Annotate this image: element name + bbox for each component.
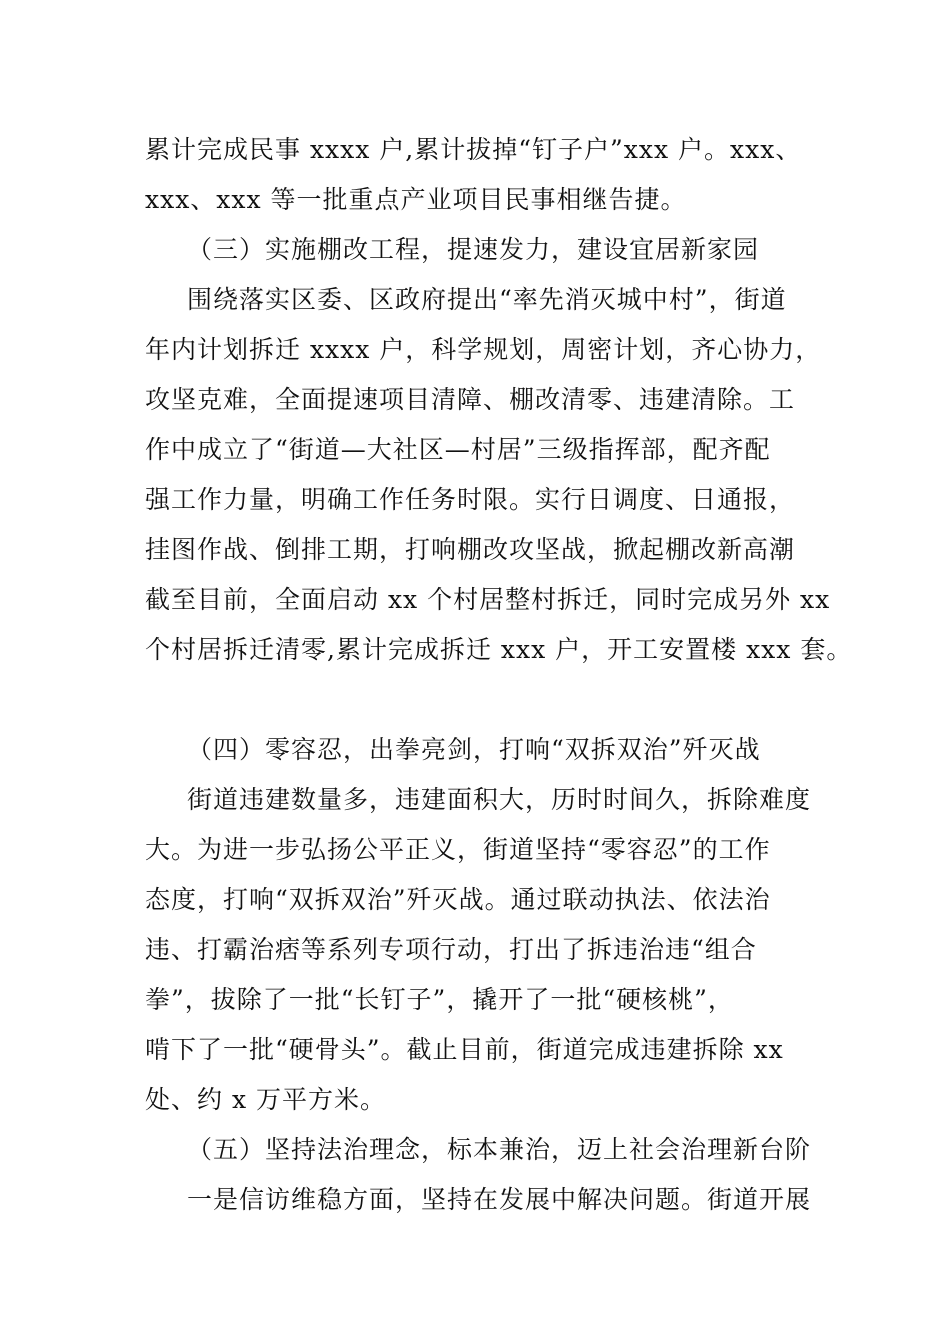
section-heading-5: （五）坚持法治理念，标本兼治，迈上社会治理新台阶 [187, 1135, 812, 1164]
text-line: 挂图作战、倒排工期，打响棚改攻坚战，掀起棚改新高潮 [145, 535, 796, 564]
paragraph-start: 街道违建数量多，违建面积大，历时时间久，拆除难度 [187, 785, 812, 814]
text-line: 大。为进一步弘扬公平正义，街道坚持“零容忍”的工作 [145, 835, 771, 864]
text-line: 截至目前，全面启动 xx 个村居整村拆迁，同时完成另外 xx [145, 585, 831, 614]
text-line: 处、约 x 万平方米。 [145, 1085, 386, 1114]
text-line: 态度，打响“双拆双治”歼灭战。通过联动执法、依法治 [145, 885, 771, 914]
section-heading-4: （四）零容忍，出拳亮剑，打响“双拆双治”歼灭战 [187, 735, 761, 764]
text-line: 违、打霸治痞等系列专项行动，打出了拆违治违“组合 [145, 935, 757, 964]
text-line: 个村居拆迁清零,累计完成拆迁 xxx 户，开工安置楼 xxx 套。 [145, 635, 853, 664]
paragraph-start: 一是信访维稳方面，坚持在发展中解决问题。街道开展 [187, 1185, 812, 1214]
text-line: xxx、xxx 等一批重点产业项目民事相继告捷。 [145, 185, 687, 214]
paragraph-start: 围绕落实区委、区政府提出“率先消灭城中村”，街道 [187, 285, 787, 314]
text-line: 作中成立了“街道—大社区—村居”三级指挥部，配齐配 [145, 435, 771, 464]
text-line: 强工作力量，明确工作任务时限。实行日调度、日通报， [145, 485, 796, 514]
text-line: 拳”，拔除了一批“长钉子”，撬开了一批“硬核桃”， [145, 985, 734, 1014]
text-line: 累计完成民事 xxxx 户,累计拔掉“钉子户”xxx 户。xxx、 [145, 135, 802, 164]
text-line: 年内计划拆迁 xxxx 户，科学规划，周密计划，齐心协力， [145, 335, 822, 364]
text-line: 啃下了一批“硬骨头”。截止目前，街道完成违建拆除 xx [145, 1035, 784, 1064]
section-heading-3: （三）实施棚改工程，提速发力，建设宜居新家园 [187, 235, 760, 264]
text-line: 攻坚克难，全面提速项目清障、棚改清零、违建清除。工 [145, 385, 796, 414]
